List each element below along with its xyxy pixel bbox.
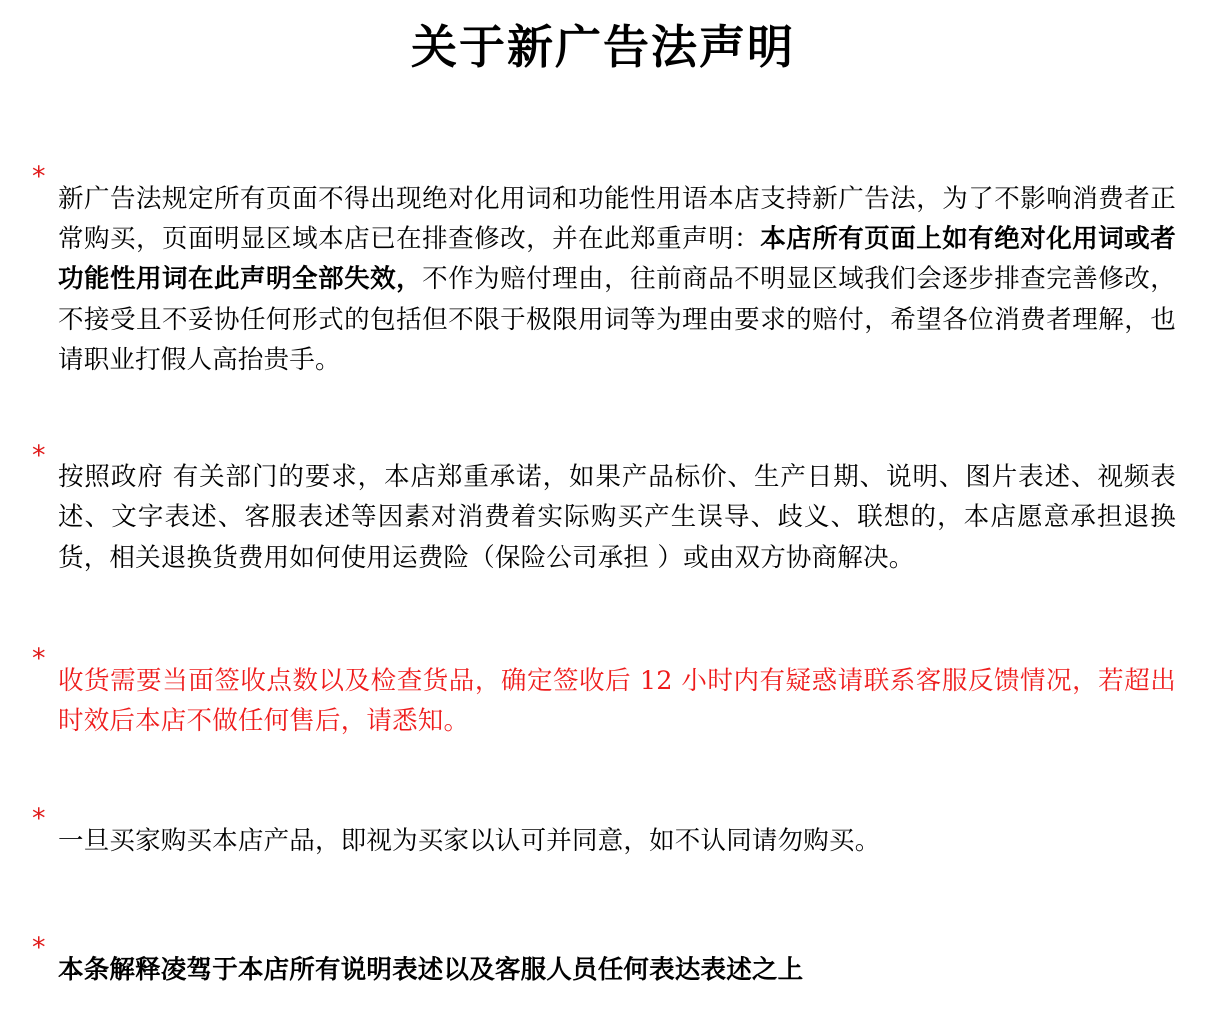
paragraph-segment: 不作为赔付理由，往前商品不明显区域我们会逐步排查完善修改，不接受且不妥协任何形式的包括但不限于极限用词等为理由要求的赔付，希望各位消费者理解，也请职业打假人高抬贵手。 — [58, 264, 1176, 375]
paragraph-segment: 按照政府 有关部门的要求，本店郑重承诺，如果产品标价、生产日期、说明、图片表述、视频表述、文字表述、客服表述等因素对消费着实际购买产生误导、歧义、联想的，本店愿意承担退换货，相关退换货费用如何使用运费险（保险公司承担 ）或由双方协商解决。 — [58, 462, 1176, 573]
paragraph-segment: 一旦买家购买本店产品，即视为买家以认可并同意，如不认同请勿购买。 — [58, 825, 881, 856]
paragraph-text — [58, 457, 1176, 578]
statement-body — [0, 153, 1206, 1015]
bullet-icon: * — [32, 643, 46, 675]
paragraph-segment-bold: 本条解释凌驾于本店所有说明表述以及客服人员任何表达表述之上 — [58, 954, 804, 985]
bullet-icon: * — [32, 932, 46, 964]
paragraph-text — [58, 950, 1176, 990]
statement-paragraph — [32, 432, 1176, 604]
statement-paragraph-final — [32, 924, 1176, 1015]
paragraph-segment: 新广告法规定所有页面不得出现绝对化用词和功能性用语本店支持新广告法，为了不影响消费者正常购买，页面明显区域本店已在排查修改，并在此郑重声明： — [58, 183, 1176, 254]
statement-paragraph — [32, 153, 1176, 405]
statement-page — [0, 20, 1206, 1012]
paragraph-segment-red: 收货需要当面签收点数以及检查货品，确定签收后 12 小时内有疑惑请联系客服反馈情况，若超出时效后本店不做任何售后，请悉知。 — [58, 665, 1176, 737]
statement-paragraph-warning — [32, 635, 1176, 767]
bullet-icon: * — [32, 161, 46, 193]
paragraph-text — [58, 661, 1176, 742]
statement-paragraph — [32, 795, 1176, 886]
paragraph-text — [58, 821, 1176, 861]
page-title: 关于新广告法声明 — [411, 20, 795, 74]
paragraph-text — [58, 179, 1176, 380]
paragraph-segment-bold: 本店所有页面上如有绝对化用词或者功能性用词在此声明全部失效， — [58, 223, 1177, 295]
bullet-icon: * — [32, 439, 46, 471]
bullet-icon: * — [32, 803, 46, 834]
